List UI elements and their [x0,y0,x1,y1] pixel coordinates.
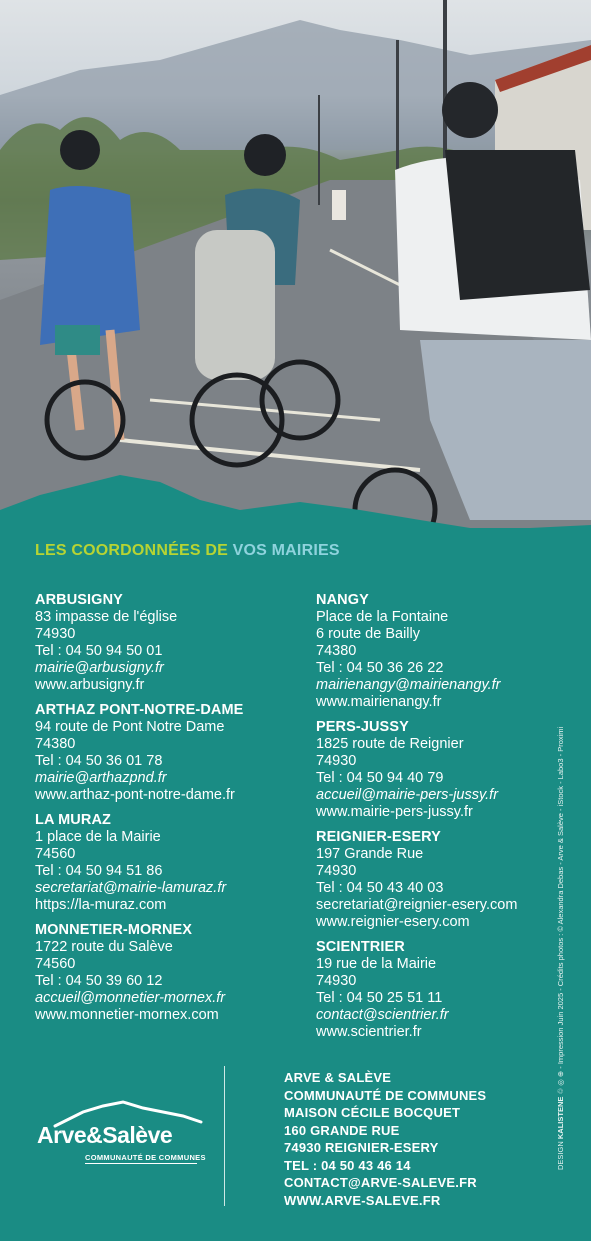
town-address: 1825 route de Reignier [316,736,464,752]
town-postcode: 74560 [35,846,76,862]
town-email-link[interactable]: mairienangy@mairienangy.fr [316,677,501,693]
town-name: ARBUSIGNY [35,592,123,608]
town-postcode: 74380 [35,736,76,752]
town-list-left [35,592,297,1032]
cyclists-photo [0,0,591,530]
town-arbusigny [35,592,297,694]
footer-contact [284,1069,564,1209]
town-email-link[interactable]: secretariat@mairie-lamuraz.fr [35,880,227,896]
town-phone: Tel : 04 50 94 51 86 [35,863,163,879]
town-address: 19 rue de la Mairie [316,956,437,972]
town-website-link[interactable]: www.mairienangy.fr [316,694,442,710]
town-phone: Tel : 04 50 36 01 78 [35,753,163,769]
town-scientrier [316,939,578,1041]
mountain-wave-divider [0,470,591,542]
town-email-link[interactable]: accueil@monnetier-mornex.fr [35,990,226,1006]
footer-phone: TEL : 04 50 43 46 14 [284,1157,411,1173]
town-website-link[interactable]: www.arthaz-pont-notre-dame.fr [35,787,235,803]
town-name: NANGY [316,592,369,608]
town-phone: Tel : 04 50 39 60 12 [35,973,163,989]
footer-street: 160 GRANDE RUE [284,1122,400,1138]
town-postcode: 74930 [35,626,76,642]
town-email-link[interactable]: contact@scientrier.fr [316,1007,449,1023]
town-address: 94 route de Pont Notre Dame [35,719,225,735]
town-address: Place de la Fontaine [316,609,449,625]
town-phone: Tel : 04 50 25 51 11 [316,990,443,1006]
town-address: 1722 route du Salève [35,939,173,955]
arve-saleve-logo [33,1100,206,1170]
footer-building: MAISON CÉCILE BOCQUET [284,1105,461,1120]
town-monnetier-mornex [35,922,297,1024]
town-name: MONNETIER-MORNEX [35,922,193,938]
town-phone: Tel : 04 50 43 40 03 [316,880,444,896]
town-nangy [316,592,578,711]
town-arthaz [35,702,297,804]
town-name: LA MURAZ [35,812,111,828]
town-name: ARTHAZ PONT-NOTRE-DAME [35,702,244,718]
footer-website-link[interactable]: WWW.ARVE-SALEVE.FR [284,1192,441,1208]
credits-text: ♲ ◎ ⊕ - Impression Juin 2025 - Crédits photos : © Alexandra Debas - Arve & Salève - iStock - Labo3 - Proximi [556,726,565,1097]
credits-design-label: DESIGN [556,1141,565,1170]
town-pers-jussy [316,719,578,821]
town-postcode: 74930 [316,973,357,989]
footer-org-name: ARVE & SALÈVE [284,1070,392,1085]
town-name: SCIENTRIER [316,939,405,955]
town-email-link[interactable]: accueil@mairie-pers-jussy.fr [316,787,499,803]
town-address: 1 place de la Mairie [35,829,161,845]
vertical-divider [224,1066,225,1206]
town-website-link[interactable]: www.reignier-esery.com [316,914,470,930]
town-postcode: 74380 [316,643,357,659]
town-name: REIGNIER-ESERY [316,829,441,845]
footer-org-type: COMMUNAUTÉ DE COMMUNES [284,1087,487,1103]
footer-email-link[interactable]: CONTACT@ARVE-SALEVE.FR [284,1175,477,1190]
credits-design-name: KALISTENE [556,1096,565,1140]
town-phone: Tel : 04 50 94 50 01 [35,643,163,659]
town-phone: Tel : 04 50 36 26 22 [316,660,444,676]
town-website-link[interactable]: www.monnetier-mornex.com [35,1007,219,1023]
town-address-line2: 6 route de Bailly [316,626,420,642]
cyclists-illustration [0,0,591,530]
town-website-link[interactable]: https://la-muraz.com [35,897,167,913]
heading-part-de: DE [200,542,233,559]
town-postcode: 74560 [35,956,76,972]
town-email-link[interactable]: secretariat@reignier-esery.com [316,897,518,913]
town-reignier-esery [316,829,578,931]
logo-underline [85,1163,197,1164]
town-name: PERS-JUSSY [316,719,409,735]
town-email-link[interactable]: mairie@arbusigny.fr [35,660,164,676]
logo-wordmark: Arve&Salève [37,1122,173,1148]
footer-city: 74930 REIGNIER-ESERY [284,1140,439,1155]
logo-subtitle: COMMUNAUTÉ DE COMMUNES [85,1153,206,1162]
town-address: 197 Grande Rue [316,846,424,862]
side-credits [556,727,565,1170]
heading-part-coordonnees: LES COORDONNÉES [35,542,201,559]
town-postcode: 74930 [316,753,357,769]
town-website-link[interactable]: www.mairie-pers-jussy.fr [316,804,473,820]
heading-part-mairies: VOS MAIRIES [232,542,340,559]
town-website-link[interactable]: www.scientrier.fr [316,1024,422,1040]
town-address: 83 impasse de l'église [35,609,178,625]
section-heading [35,542,340,560]
town-la-muraz [35,812,297,914]
town-website-link[interactable]: www.arbusigny.fr [35,677,145,693]
town-email-link[interactable]: mairie@arthazpnd.fr [35,770,167,786]
town-list-right [316,592,578,1049]
town-phone: Tel : 04 50 94 40 79 [316,770,444,786]
town-postcode: 74930 [316,863,357,879]
